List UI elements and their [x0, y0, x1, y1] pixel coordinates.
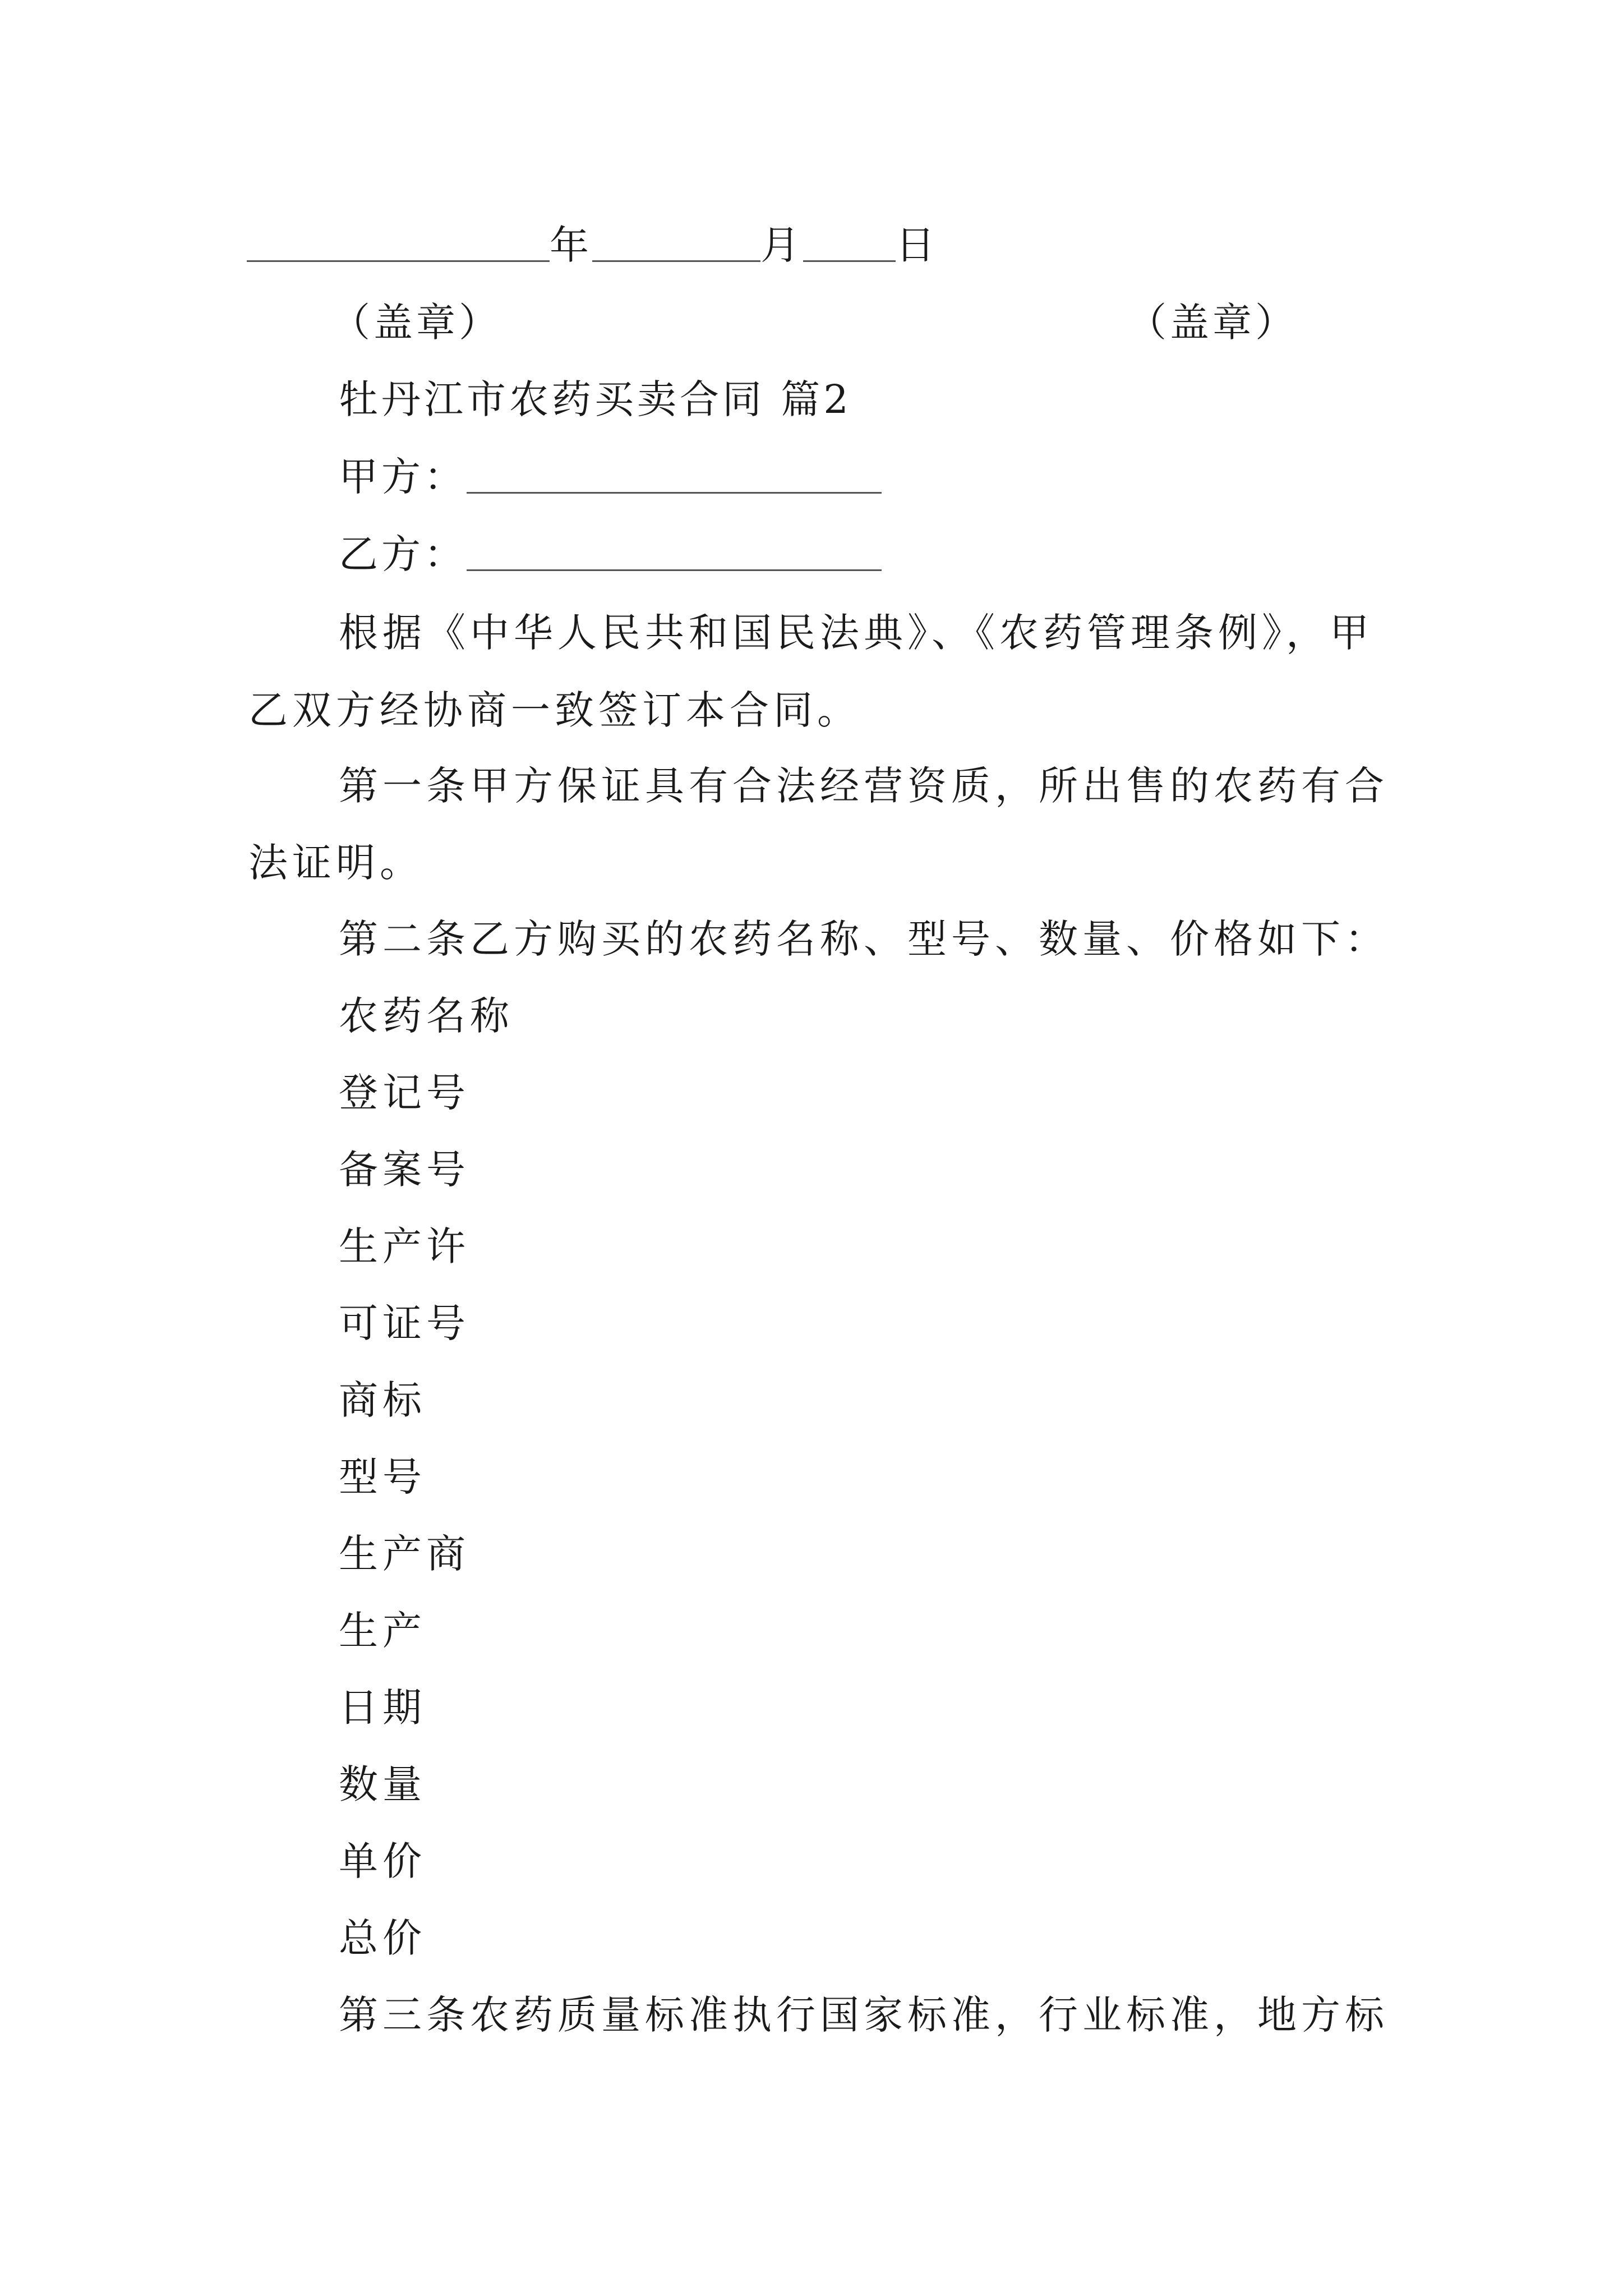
party-a-line	[339, 452, 882, 502]
article1-line-1: 第一条甲方保证具有合法经营资质，所出售的农药有合	[339, 763, 1389, 809]
year-label: 年	[550, 222, 592, 268]
field-manufacturer: 生产商	[339, 1531, 470, 1577]
contract-heading: 牡丹江市农药买卖合同 篇2	[339, 376, 852, 422]
field-unit-price: 单价	[339, 1838, 426, 1884]
party-a-blank	[467, 458, 882, 494]
intro-line-1: 根据《中华人民共和国民法典》、《农药管理条例》，甲	[339, 610, 1373, 656]
day-blank	[803, 227, 896, 262]
party-b-label: 乙方：	[339, 531, 467, 577]
seal-right: （盖章）	[1127, 300, 1298, 346]
date-line	[247, 220, 938, 270]
field-trademark: 商标	[339, 1377, 426, 1423]
day-label: 日	[896, 222, 938, 268]
party-b-line	[339, 529, 882, 579]
article2-line: 第二条乙方购买的农药名称、型号、数量、价格如下：	[339, 916, 1389, 962]
intro-line-2: 乙双方经协商一致签订本合同。	[248, 687, 861, 733]
field-model: 型号	[339, 1454, 426, 1500]
party-b-blank	[467, 536, 882, 571]
field-quantity: 数量	[339, 1761, 426, 1807]
field-production: 生产	[339, 1608, 426, 1654]
field-production-permit: 生产许	[339, 1223, 470, 1269]
seal-left: （盖章）	[331, 300, 501, 346]
month-blank	[592, 227, 760, 262]
field-registration-no: 登记号	[339, 1070, 470, 1116]
party-a-label: 甲方：	[339, 454, 467, 500]
field-filing-no: 备案号	[339, 1147, 470, 1193]
field-total-price: 总价	[339, 1915, 426, 1961]
field-permit-no: 可证号	[339, 1300, 470, 1346]
field-pesticide-name: 农药名称	[339, 993, 514, 1039]
year-blank	[247, 227, 550, 262]
field-date: 日期	[339, 1685, 426, 1731]
article3-line: 第三条农药质量标准执行国家标准，行业标准，地方标	[339, 1992, 1389, 2038]
month-label: 月	[760, 222, 803, 268]
article1-line-2: 法证明。	[248, 840, 423, 886]
